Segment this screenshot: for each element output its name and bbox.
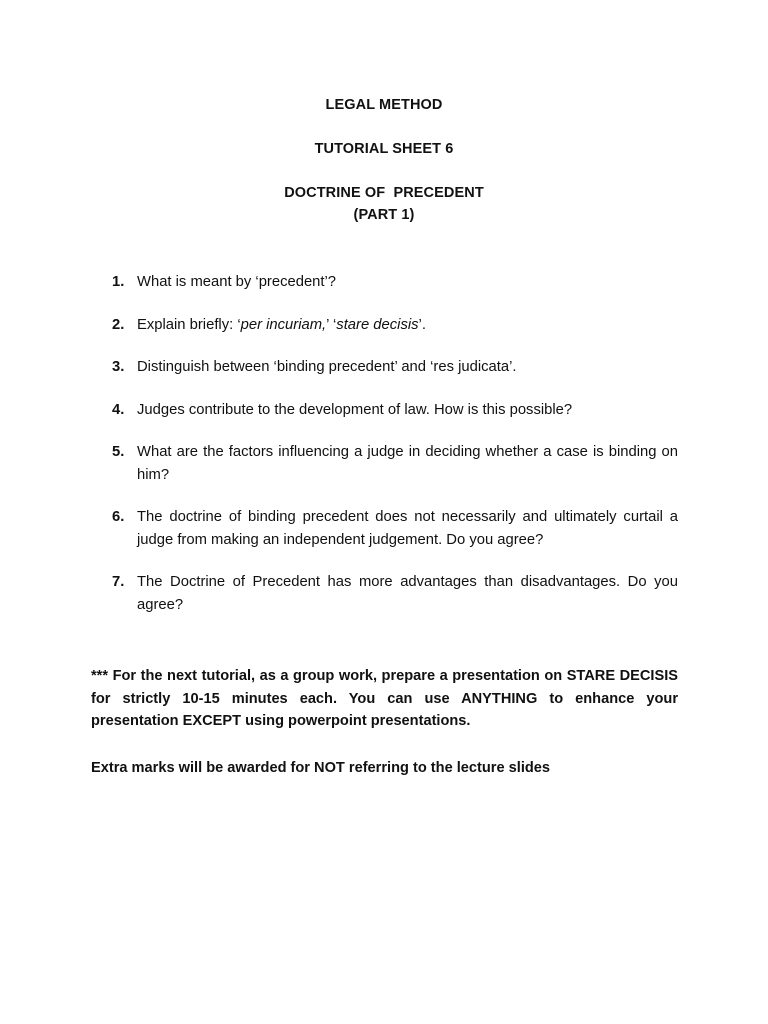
latin-term-stare-decisis: stare decisis bbox=[336, 316, 419, 333]
question-text: The doctrine of binding precedent does not necessarily and ultimately curtail a judge from making an independent judgement. Do you agree? bbox=[137, 509, 678, 548]
question-item bbox=[108, 271, 678, 294]
question-list bbox=[108, 271, 678, 636]
question-item bbox=[108, 356, 678, 379]
question-number: 1. bbox=[112, 274, 125, 290]
group-work-note: *** For the next tutorial, as a group work, prepare a presentation on STARE DECISIS for strictly 10-15 minutes each. You can use ANYTHING to enhance your presentation EXCEPT using powerpoint presentations. bbox=[91, 668, 678, 729]
question-text: What is meant by ‘precedent’? bbox=[137, 274, 337, 290]
question-item bbox=[108, 571, 678, 616]
topic-subtitle: (PART 1) bbox=[353, 207, 415, 223]
course-title: LEGAL METHOD bbox=[325, 97, 443, 113]
sheet-title: TUTORIAL SHEET 6 bbox=[314, 141, 454, 157]
question-text: The Doctrine of Precedent has more advantages than disadvantages. Do you agree? bbox=[137, 574, 678, 613]
question-item bbox=[108, 314, 678, 337]
question-text: What are the factors influencing a judge in deciding whether a case is binding on him? bbox=[137, 444, 678, 483]
question-number: 6. bbox=[112, 509, 125, 525]
question-item bbox=[108, 506, 678, 551]
topic-title: DOCTRINE OF PRECEDENT bbox=[284, 185, 484, 201]
question-number: 4. bbox=[112, 401, 125, 418]
latin-term-per-incuriam: per incuriam, bbox=[240, 316, 327, 333]
question-number: 3. bbox=[112, 359, 125, 375]
question-text: Judges contribute to the development of law. How is this possible? bbox=[137, 401, 573, 418]
question-number: 5. bbox=[112, 444, 125, 460]
extra-marks-note: Extra marks will be awarded for NOT referring to the lecture slides bbox=[91, 760, 551, 776]
question-item bbox=[108, 441, 678, 486]
question-text: Explain briefly: ‘per incuriam,’ ‘stare decisis’. bbox=[137, 316, 426, 333]
question-number: 7. bbox=[112, 574, 125, 590]
question-number: 2. bbox=[112, 316, 125, 333]
question-text: Distinguish between ‘binding precedent’ and ‘res judicata’. bbox=[137, 359, 517, 375]
question-item bbox=[108, 399, 678, 422]
